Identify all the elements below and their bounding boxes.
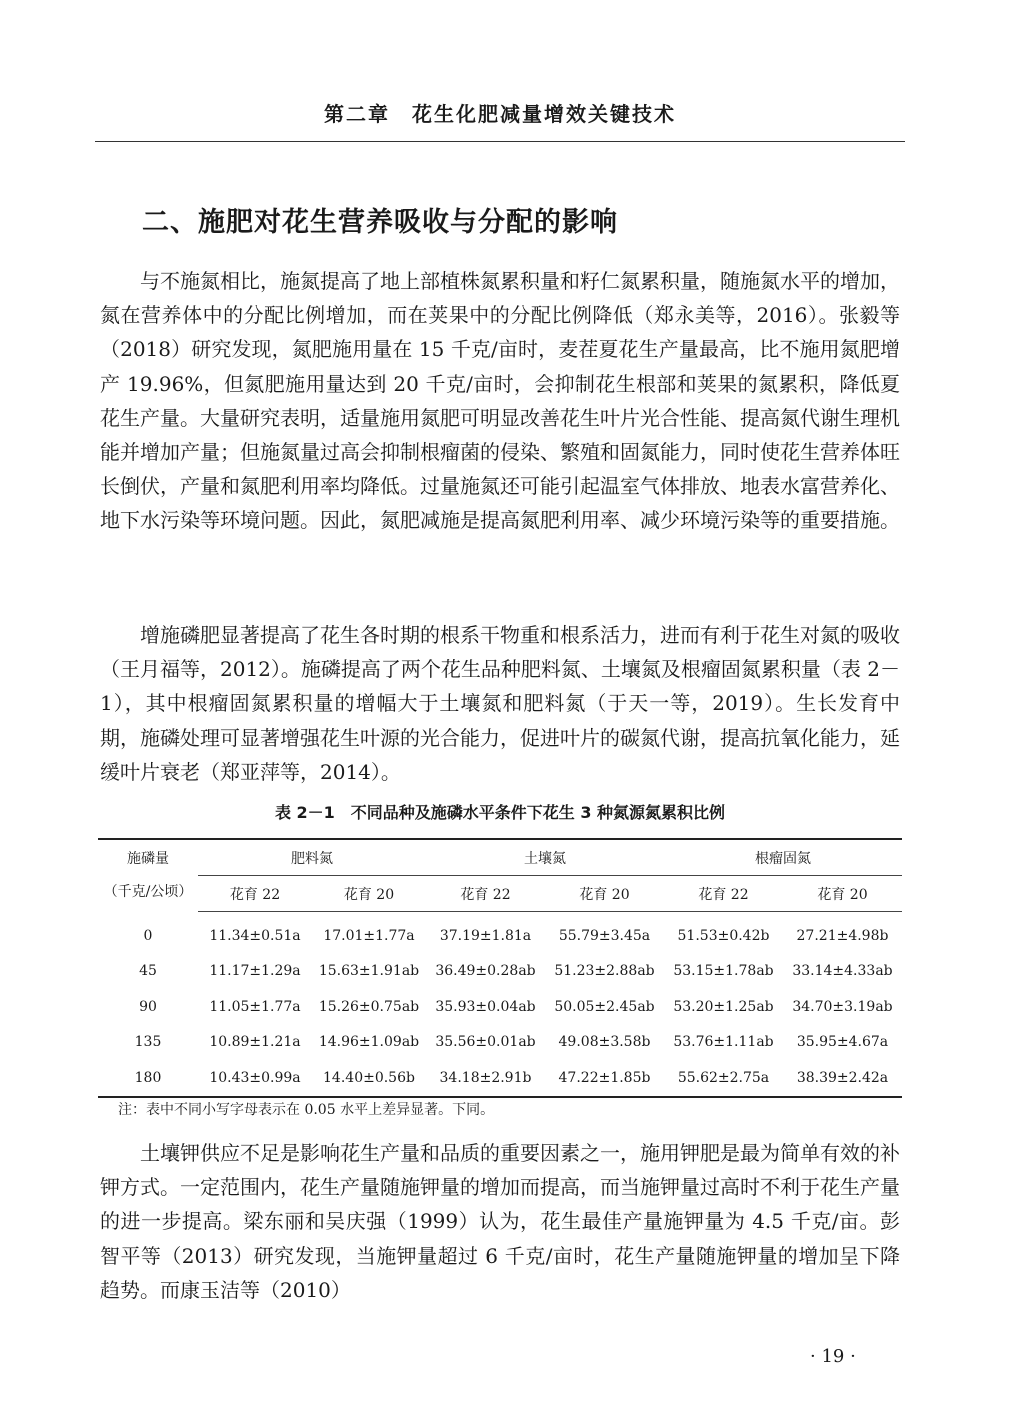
table-row <box>98 1060 902 1097</box>
paragraph-nitrogen <box>100 264 900 538</box>
variety-header: 花育 20 <box>312 876 426 912</box>
table-cell: 36.49±0.28ab <box>435 963 536 980</box>
table-cell: 34.18±2.91b <box>426 1060 545 1097</box>
table-row <box>98 1025 902 1061</box>
table-cell: 27.21±4.98b <box>796 927 889 944</box>
table-cell: 55.62±2.75a <box>664 1060 783 1097</box>
section-title: 二、施肥对花生营养吸收与分配的影响 <box>142 207 618 238</box>
table-cell: 11.17±1.29a <box>209 963 301 980</box>
table-cell: 38.39±2.42a <box>783 1060 902 1097</box>
variety-header: 花育 20 <box>783 876 902 912</box>
row-header-cell <box>98 839 198 912</box>
paragraph-text: 与不施氮相比，施氮提高了地上部植株氮累积量和籽仁氮累积量，随施氮水平的增加，氮在营养体中的分配比例增加，而在荚果中的分配比例降低（郑永美等，2016）。张毅等（2018）研究发现，氮肥施用量在 15 千克/亩时，麦茬夏花生产量最高，比不施用氮肥增产 19.96%，但氮肥施用量达到 20 千克/亩时，会抑制花生根部和荚果的氮累积，降低夏花生产量。大量研究表明，适量施用氮肥可明显改善花生叶片光合性能、提高氮代谢生理机能并增加产量；但施氮量过高会抑制根瘤菌的侵染、繁殖和固氮能力，同时使花生营养体旺长倒伏，产量和氮肥利用率均降低。过量施氮还可能引起温室气体排放、地表水富营养化、地下水污染等环境问题。因此，氮肥减施是提高氮肥利用率、减少环境污染等的重要措施。 <box>100 269 900 533</box>
paragraph-text: 土壤钾供应不足是影响花生产量和品质的重要因素之一，施用钾肥是最为简单有效的补钾方式。一定范围内，花生产量随施钾量的增加而提高，而当施钾量过高时不利于花生产量的进一步提高。梁东丽和吴庆强（1999）认为，花生最佳产量施钾量为 4.5 千克/亩。彭智平等（2013）研究发现，当施钾量超过 6 千克/亩时，花生产量随施钾量的增加呈下降趋势。而康玉洁等（2010） <box>100 1141 900 1302</box>
table-cell: 14.40±0.56b <box>312 1060 426 1097</box>
running-head: 第二章 花生化肥减量增效关键技术 <box>324 102 676 126</box>
table-cell: 47.22±1.85b <box>545 1060 664 1097</box>
table-cell: 11.34±0.51a <box>209 927 301 944</box>
table-cell: 50.05±2.45ab <box>554 998 655 1015</box>
table-cell: 49.08±3.58b <box>558 1034 651 1051</box>
table-cell: 37.19±1.81a <box>439 927 532 944</box>
paragraph-phosphorus <box>100 618 900 789</box>
table-row <box>98 954 902 990</box>
page-number: · 19 · <box>810 1346 856 1367</box>
variety-header: 花育 22 <box>664 876 783 912</box>
p-rate-cell: 180 <box>98 1060 198 1097</box>
paragraph-text: 增施磷肥显著提高了花生各时期的根系干物重和根系活力，进而有利于花生对氮的吸收（王月福等，2012）。施磷提高了两个花生品种肥料氮、土壤氮及根瘤固氮累积量（表 2－1），其中根瘤固氮累积量的增幅大于土壤氮和肥料氮（于天一等，2019）。生长发育中期，施磷处理可显著增强花生叶源的光合能力，促进叶片的碳氮代谢，提高抗氧化能力，延缓叶片衰老（郑亚萍等，2014）。 <box>100 623 900 784</box>
table-note: 注：表中不同小写字母表示在 0.05 水平上差异显著。下同。 <box>118 1102 495 1118</box>
group-header: 根瘤固氮 <box>664 839 902 876</box>
p-rate-cell: 135 <box>134 1034 162 1051</box>
row-header-line2: （千克/公顷） <box>103 883 193 900</box>
variety-header: 花育 22 <box>426 876 545 912</box>
nitrogen-source-table <box>98 838 902 1098</box>
table-header-row <box>98 839 902 876</box>
table-cell: 10.43±0.99a <box>198 1060 312 1097</box>
header-rule <box>95 141 905 142</box>
group-header: 肥料氮 <box>198 839 426 876</box>
table-cell: 15.26±0.75ab <box>318 998 420 1015</box>
table-cell: 10.89±1.21a <box>209 1034 301 1051</box>
table-cell: 55.79±3.45a <box>558 927 651 944</box>
variety-header: 花育 22 <box>198 876 312 912</box>
table-cell: 51.23±2.88ab <box>554 963 655 980</box>
variety-header: 花育 20 <box>545 876 664 912</box>
table-cell: 53.15±1.78ab <box>673 963 774 980</box>
table-cell: 14.96±1.09ab <box>318 1034 420 1051</box>
table-subheader-row <box>98 876 902 912</box>
table-caption: 表 2－1 不同品种及施磷水平条件下花生 3 种氮源氮累积比例 <box>274 803 726 822</box>
table-cell: 35.93±0.04ab <box>435 998 536 1015</box>
table-cell: 53.76±1.11ab <box>673 1034 774 1051</box>
p-rate-cell: 45 <box>139 963 157 980</box>
group-header: 土壤氮 <box>426 839 664 876</box>
p-rate-cell: 0 <box>143 927 153 944</box>
table-cell: 17.01±1.77a <box>323 927 415 944</box>
paragraph-potassium <box>100 1136 900 1307</box>
table-cell: 34.70±3.19ab <box>792 998 893 1015</box>
p-rate-cell: 90 <box>139 998 157 1015</box>
table-cell: 15.63±1.91ab <box>318 963 420 980</box>
table-cell: 35.56±0.01ab <box>435 1034 536 1051</box>
table-row <box>98 989 902 1025</box>
row-header-line1: 施磷量 <box>127 850 169 867</box>
table-cell: 51.53±0.42b <box>677 927 770 944</box>
table-cell: 35.95±4.67a <box>796 1034 889 1051</box>
table-row <box>98 912 902 954</box>
table-cell: 53.20±1.25ab <box>673 998 774 1015</box>
table-cell: 33.14±4.33ab <box>792 963 893 980</box>
table-cell: 11.05±1.77a <box>209 998 301 1015</box>
